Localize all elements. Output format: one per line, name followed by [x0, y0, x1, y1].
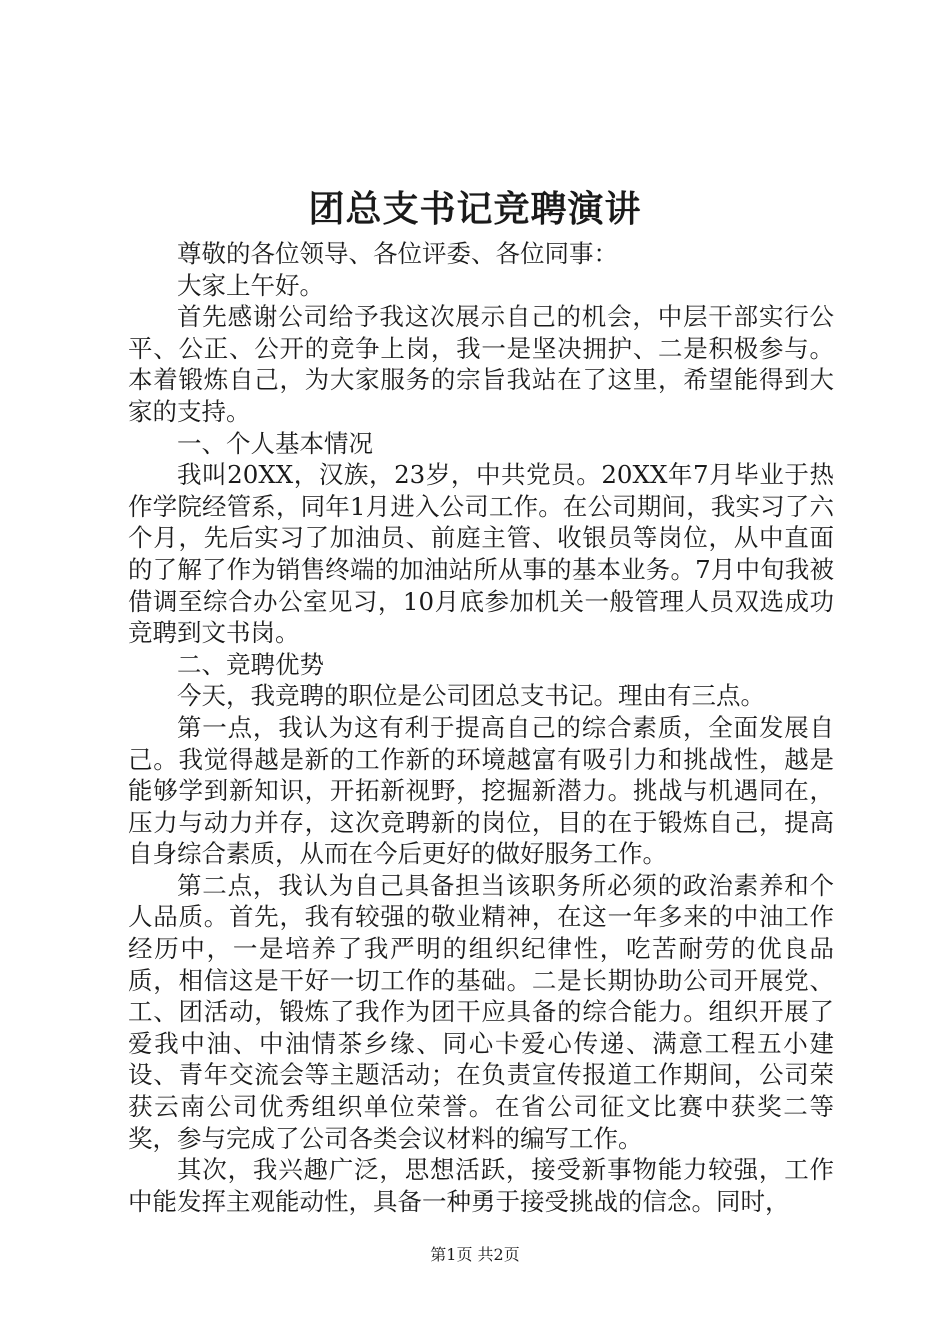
paragraph-personal-info: 我叫20XX，汉族，23岁，中共党员。20XX年7月毕业于热作学院经管系，同年1月进入公司工作。在公司期间，我实习了六个月，先后实习了加油员、前庭主管、收银员等岗位，从中直面的了解了作为销售终端的加油站所从事的基本业务。7月中旬我被借调至综合办公室见习，10月底参加机关一般管理人员双选成功竞聘到文书岗。: [128, 460, 834, 648]
paragraph-position: 今天，我竞聘的职位是公司团总支书记。理由有三点。: [177, 681, 765, 711]
salutation: 尊敬的各位领导、各位评委、各位同事：: [177, 239, 618, 268]
page-footer: 第1页 共2页: [430, 1245, 520, 1264]
section-heading-personal-info: 一、个人基本情况: [177, 428, 373, 458]
section-heading-advantages: 二、竞聘优势: [177, 649, 324, 679]
document-title: 团总支书记竞聘演讲: [308, 188, 642, 230]
paragraph-secondly: 其次，我兴趣广泛，思想活跃，接受新事物能力较强，工作中能发挥主观能动性，具备一种勇于接受挑战的信念。同时，: [128, 1155, 834, 1216]
paragraph-point-two: 第二点，我认为自己具备担当该职务所必须的政治素养和个人品质。首先，我有较强的敬业精神，在这一年多来的中油工作经历中，一是培养了我严明的组织纪律性，吃苦耐劳的优良品质，相信这是干好一切工作的基础。二是长期协助公司开展党、工、团活动，锻炼了我作为团干应具备的综合能力。组织开展了爱我中油、中油情茶乡缘、同心卡爱心传递、满意工程五小建设、青年交流会等主题活动；在负责宣传报道工作期间，公司荣获云南公司优秀组织单位荣誉。在省公司征文比赛中获奖二等奖，参与完成了公司各类会议材料的编写工作。: [128, 870, 834, 1153]
paragraph-intro: 首先感谢公司给予我这次展示自己的机会，中层干部实行公平、公正、公开的竞争上岗，我一是坚决拥护、二是积极参与。本着锻炼自己，为大家服务的宗旨我站在了这里，希望能得到大家的支持。: [128, 302, 834, 426]
greeting: 大家上午好。: [177, 270, 324, 300]
document-body: [128, 238, 834, 1217]
paragraph-point-one: 第一点，我认为这有利于提高自己的综合素质，全面发展自己。我觉得越是新的工作新的环境越富有吸引力和挑战性，越是能够学到新知识，开拓新视野，挖掘新潜力。挑战与机遇同在，压力与动力并存，这次竞聘新的岗位，目的在于锻炼自己，提高自身综合素质，从而在今后更好的做好服务工作。: [128, 712, 834, 869]
